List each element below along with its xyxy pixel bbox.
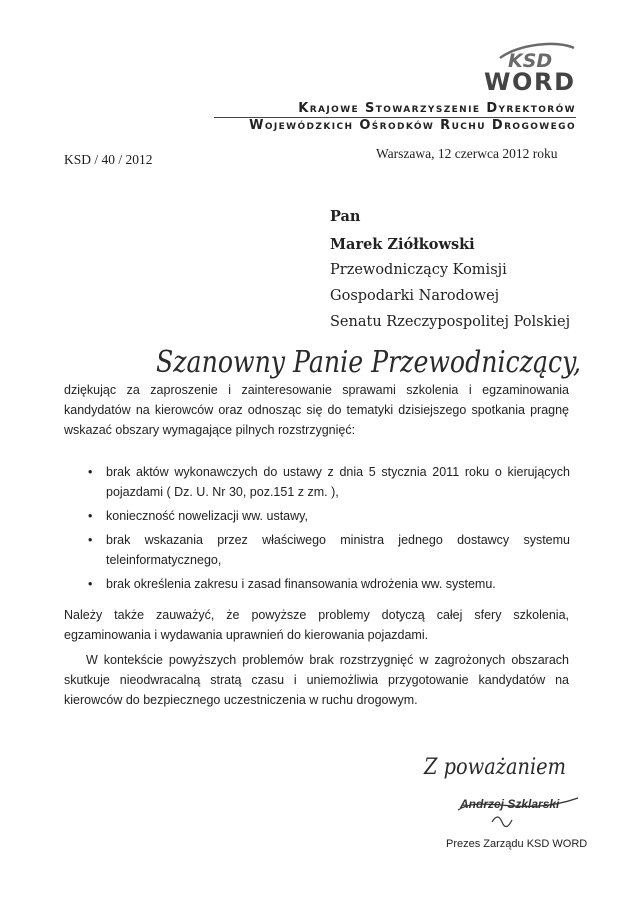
paragraph-intro: dziękując za zaproszenie i zainteresowanie sprawami szkolenia i egzaminowania kandydatów na kierowców oraz odnosząc się do tematyki dzisiejszego spotkania pragnę wskazać obszary wymagające pilnych rozstrzygnięć: (64, 383, 569, 437)
svg-text:WORD: WORD (484, 68, 574, 96)
organization-name-line-2: Wojewódzkich Ośrodków Ruchu Drogowego (249, 118, 576, 133)
signatory-name: Andrzej Szklarski (460, 797, 560, 811)
letter-date: Warszawa, 12 czerwca 2012 roku (376, 146, 558, 161)
paragraph-conclusion: W kontekście powyższych problemów brak rozstrzygnięć w zagrożonych obszarach skutkuje nieodwracalną stratą czasu i uniemożliwia przygotowanie kandydatów na kierowców do bezpiecznego uczestniczenia w ruchu drogowym. (64, 653, 569, 707)
recipient-committee: Gospodarki Narodowej (330, 288, 500, 304)
issues-list (88, 462, 570, 598)
svg-text:Szanowny Panie Przewodniczący,: Szanowny Panie Przewodniczący, (156, 345, 581, 380)
handwritten-closing (420, 742, 570, 788)
signature (452, 788, 582, 838)
ksd-word-logo (478, 40, 578, 96)
handwritten-greeting (150, 330, 590, 386)
list-item: • konieczność nowelizacji ww. ustawy, (88, 506, 570, 526)
organization-name-line-1: Krajowe Stowarzyszenie Dyrektorów (298, 101, 576, 116)
recipient-position: Przewodniczący Komisji (330, 262, 507, 278)
list-item: • brak aktów wykonawczych do ustawy z dnia 5 stycznia 2011 roku o kierujących pojazdami ( Dz. U. Nr 30, poz.151 z zm. ), (88, 462, 570, 502)
paragraph-observation: Należy także zauważyć, że powyższe problemy dotyczą całej sfery szkolenia, egzaminowania i wydawania uprawnień do kierowania pojazdami. (64, 608, 569, 642)
recipient-name: Marek Ziółkowski (330, 236, 475, 253)
reference-number: KSD / 40 / 2012 (64, 152, 153, 167)
signatory-title: Prezes Zarządu KSD WORD (446, 838, 588, 850)
list-item: • brak określenia zakresu i zasad finansowania wdrożenia ww. systemu. (88, 574, 570, 594)
list-item: • brak wskazania przez właściwego ministra jednego dostawcy systemu teleinformatycznego, (88, 530, 570, 570)
recipient-institution: Senatu Rzeczypospolitej Polskiej (330, 314, 571, 330)
svg-text:Z poważaniem: Z poważaniem (423, 755, 566, 780)
svg-text:KSD: KSD (508, 50, 553, 72)
recipient-salutation: Pan (330, 208, 361, 225)
